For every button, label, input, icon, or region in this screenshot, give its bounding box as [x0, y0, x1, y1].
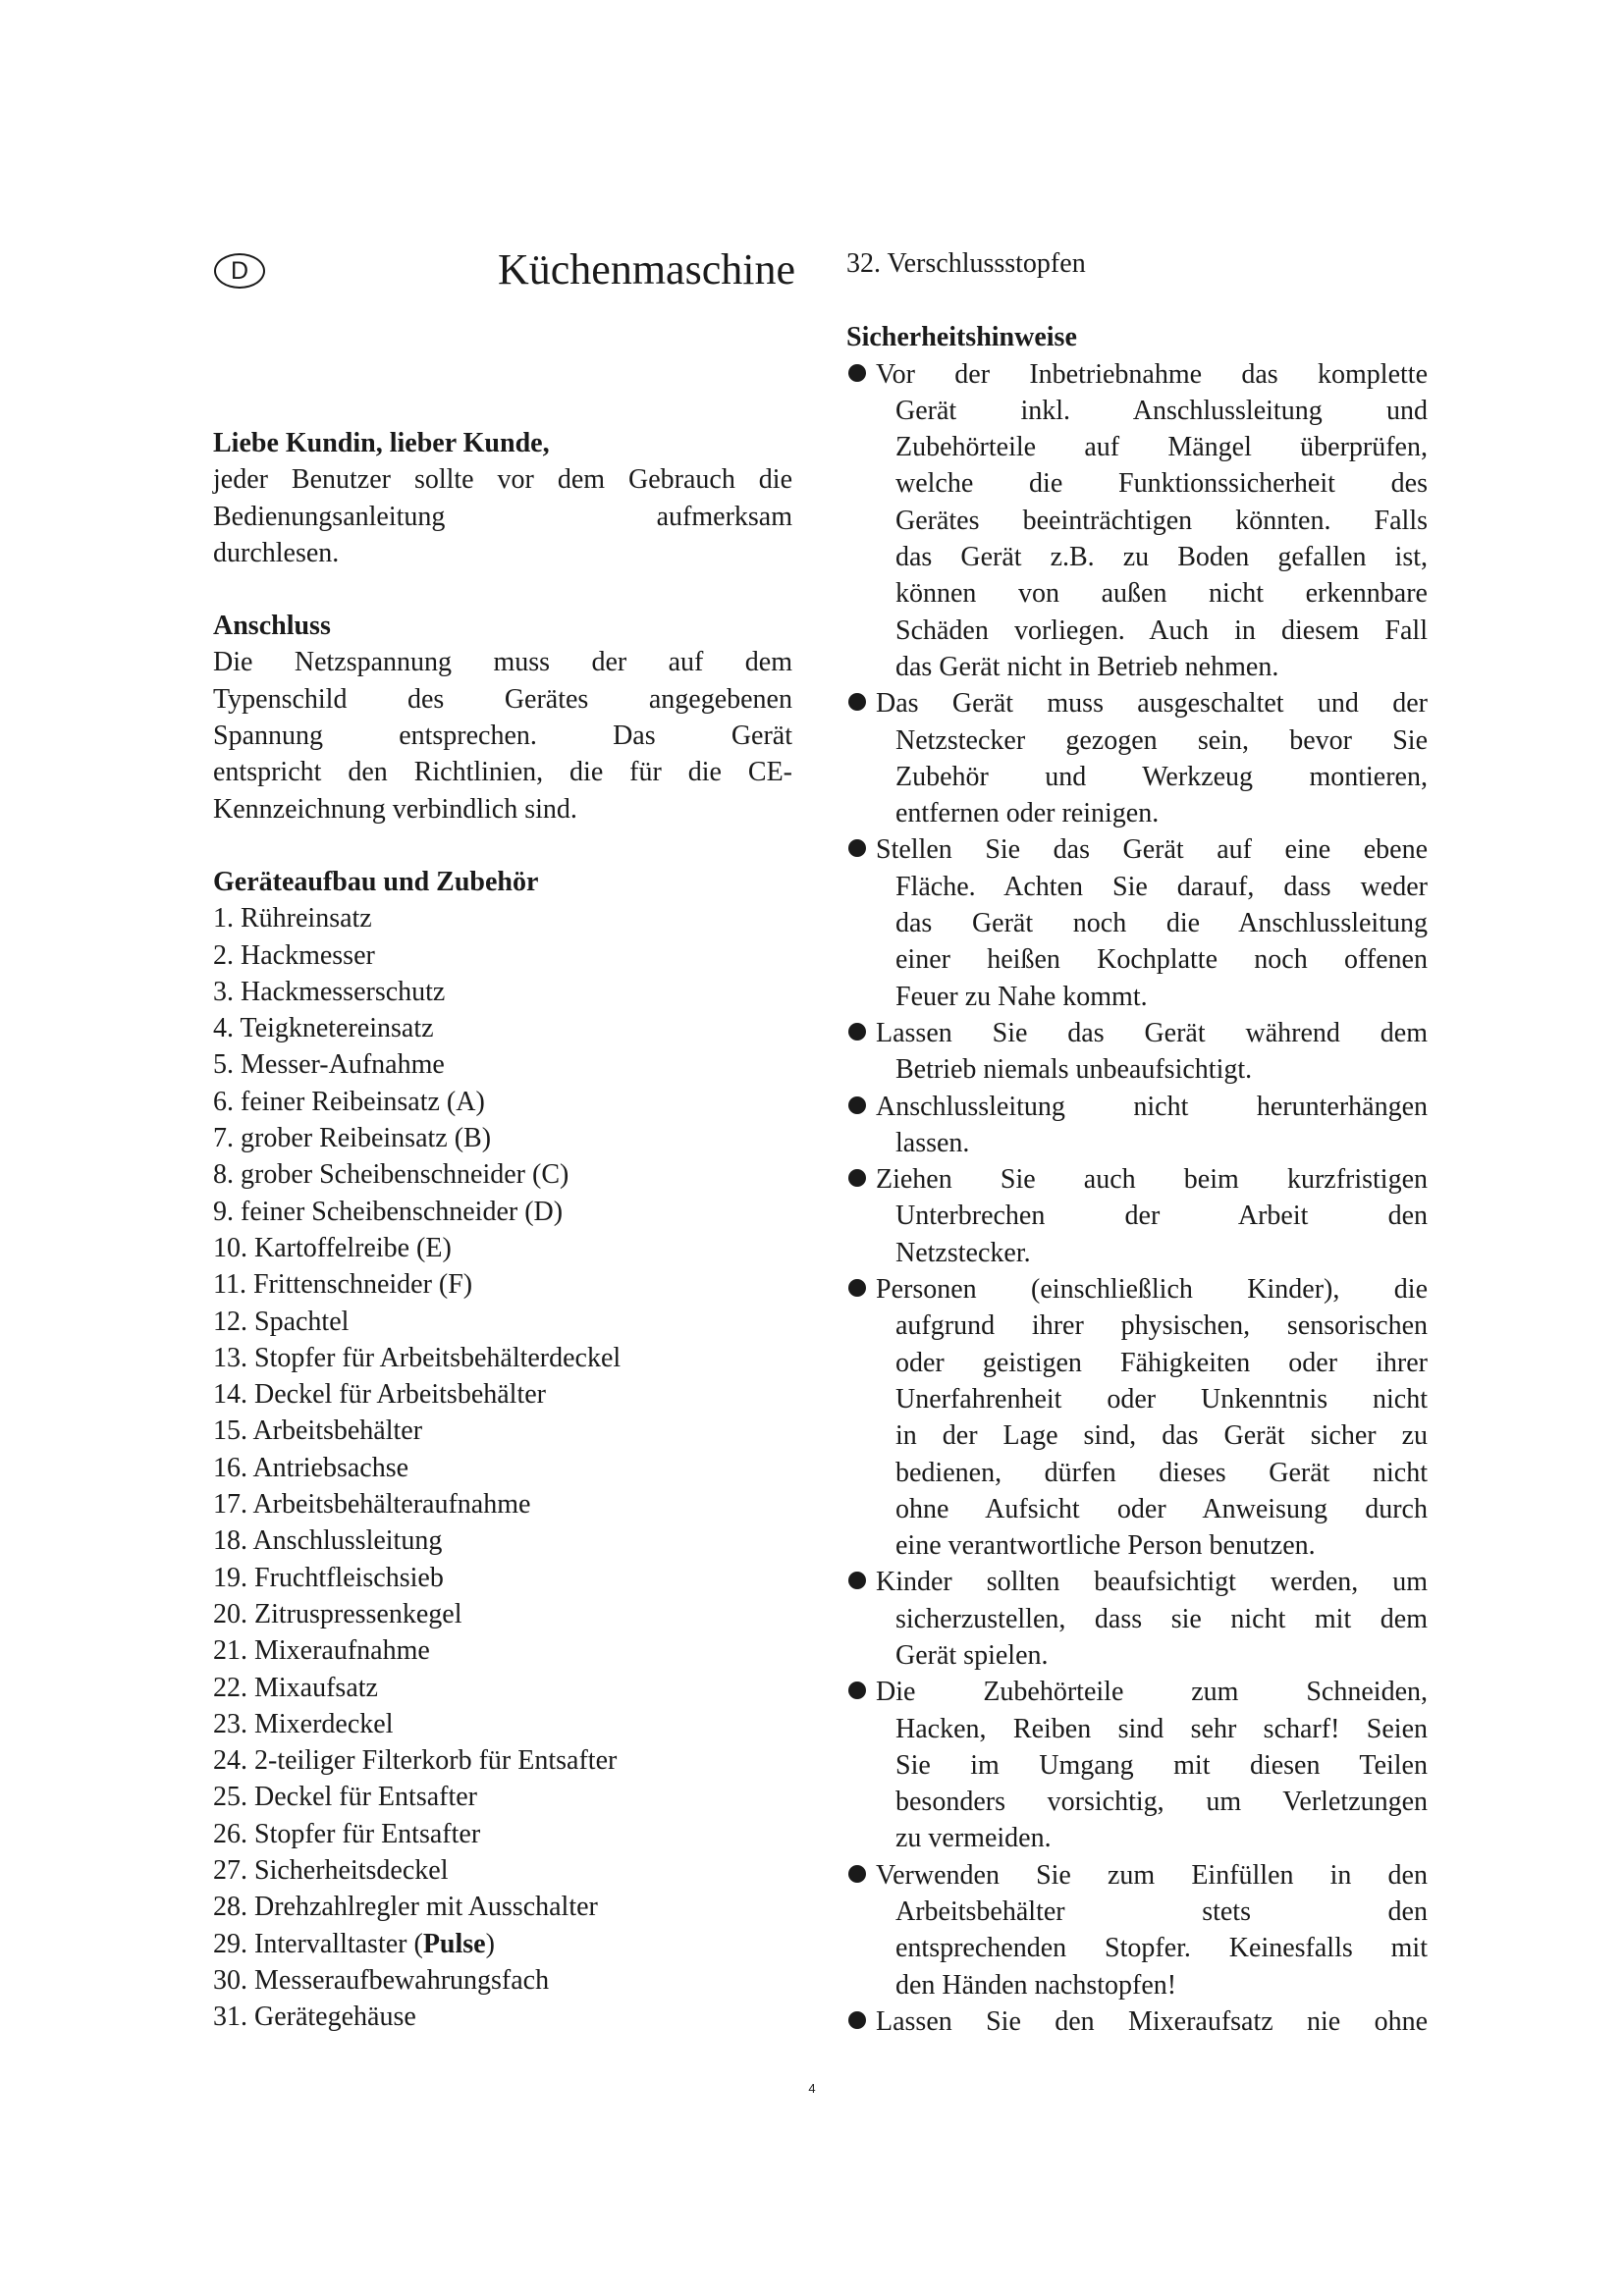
parts-list-item: 14. Deckel für Arbeitsbehälter [213, 1379, 546, 1411]
intro-greeting: Liebe Kundin, lieber Kunde, [213, 428, 550, 458]
parts-list-item: 25. Deckel für Entsafter [213, 1782, 477, 1813]
safety-item-line: den Händen nachstopfen! [895, 1969, 1177, 2001]
safety-item [846, 1564, 1428, 1674]
parts-list-item: 17. Arbeitsbehälteraufnahme [213, 1489, 531, 1521]
bullet-icon [848, 1682, 866, 1699]
safety-item-line: aufgrund ihrer physischen, sensorischen [895, 1310, 1428, 1342]
safety-list [846, 356, 1428, 2041]
safety-item-line: sicherzustellen, dass sie nicht mit dem [895, 1603, 1428, 1634]
bullet-icon [848, 2011, 866, 2029]
connection-line: Spannung entsprechen. Das Gerät [213, 721, 792, 752]
bullet-icon [848, 364, 866, 382]
safety-item [846, 1089, 1428, 1162]
safety-item-line: das Gerät noch die Anschlussleitung [895, 908, 1428, 939]
safety-item-line: entfernen oder reinigen. [895, 798, 1160, 829]
parts-list-item: 24. 2-teiliger Filterkorb für Entsafter [213, 1745, 618, 1777]
parts-list-item: 16. Antriebsachse [213, 1452, 409, 1483]
connection-paragraph [213, 644, 792, 827]
parts-list-item: 13. Stopfer für Arbeitsbehälterdeckel [213, 1342, 622, 1373]
safety-item-line: Netzstecker gezogen sein, bevor Sie [895, 724, 1428, 756]
safety-item-line: Gerät spielen. [895, 1639, 1049, 1671]
parts-list-item: 7. grober Reibeinsatz (B) [213, 1123, 492, 1154]
intro-line: durchlesen. [213, 537, 340, 568]
parts-list-item: 30. Messeraufbewahrungsfach [213, 1964, 550, 1996]
intro-line: Bedienungsanleitung aufmerksam [213, 501, 792, 532]
safety-item-line: Zubehörteile auf Mängel überprüfen, [895, 432, 1428, 463]
safety-item-line: Anschlussleitung nicht herunterhängen [876, 1091, 1428, 1122]
safety-item-line: ohne Aufsicht oder Anweisung durch [895, 1493, 1428, 1524]
connection-line: Kennzeichnung verbindlich sind. [213, 793, 577, 825]
intro-line: jeder Benutzer sollte vor dem Gebrauch die [213, 464, 792, 496]
safety-item-line: Kinder sollten beaufsichtigt werden, um [876, 1567, 1428, 1598]
safety-item [846, 1674, 1428, 1856]
safety-item-line: zu vermeiden. [895, 1823, 1052, 1854]
safety-item-line: das Gerät z.B. zu Boden gefallen ist, [895, 542, 1428, 573]
safety-item-line: Lassen Sie das Gerät während dem [876, 1017, 1428, 1048]
pulse-item-prefix: 29. Intervalltaster ( [213, 1928, 423, 1959]
safety-item-line: Personen (einschließlich Kinder), die [876, 1274, 1428, 1306]
pulse-item-bold: Pulse [422, 1928, 486, 1959]
connection-line: Typenschild des Gerätes angegebenen [213, 683, 792, 715]
parts-list-item: 15. Arbeitsbehälter [213, 1415, 423, 1447]
parts-list-item: 8. grober Scheibenschneider (C) [213, 1159, 569, 1191]
page-number: 4 [808, 2081, 816, 2096]
safety-item [846, 1161, 1428, 1271]
intro-paragraph [213, 461, 792, 571]
safety-item-line: Vor der Inbetriebnahme das komplette [876, 358, 1428, 390]
safety-item-line: bedienen, dürfen dieses Gerät nicht [895, 1457, 1428, 1488]
safety-item-line: Zubehör und Werkzeug montieren, [895, 761, 1428, 792]
left-column [213, 425, 792, 2035]
parts-list-item: 32. Verschlussstopfen [846, 248, 1086, 279]
parts-heading: Geräteaufbau und Zubehör [213, 866, 539, 897]
parts-list-item: 21. Mixeraufnahme [213, 1635, 430, 1667]
bullet-icon [848, 1096, 866, 1114]
safety-item-line: welche die Funktionssicherheit des [895, 468, 1428, 500]
safety-item-line: lassen. [895, 1127, 970, 1158]
safety-item [846, 2003, 1428, 2040]
bullet-icon [848, 839, 866, 857]
safety-item-line: Schäden vorliegen. Auch in diesem Fall [895, 614, 1428, 646]
safety-item [846, 831, 1428, 1014]
safety-item-line: Betrieb niemals unbeaufsichtigt. [895, 1054, 1253, 1086]
safety-item-line: Sie im Umgang mit diesen Teilen [895, 1749, 1428, 1781]
parts-list-item-pulse [213, 1926, 792, 1962]
bullet-icon [848, 1865, 866, 1883]
bullet-icon [848, 1279, 866, 1297]
parts-list-item: 18. Anschlussleitung [213, 1525, 443, 1557]
safety-item-line: Lassen Sie den Mixeraufsatz nie ohne [876, 2005, 1428, 2037]
parts-list-item: 12. Spachtel [213, 1306, 350, 1337]
parts-list-item: 2. Hackmesser [213, 939, 375, 971]
parts-list-item: 28. Drehzahlregler mit Ausschalter [213, 1892, 598, 1923]
parts-list-item: 22. Mixaufsatz [213, 1672, 378, 1703]
bullet-icon [848, 1572, 866, 1589]
safety-item-line: einer heißen Kochplatte noch offenen [895, 944, 1428, 976]
bullet-icon [848, 1023, 866, 1041]
parts-list-item: 23. Mixerdeckel [213, 1708, 394, 1739]
bullet-icon [848, 1169, 866, 1187]
language-badge-label: D [230, 256, 249, 285]
bullet-icon [848, 693, 866, 711]
pulse-item-suffix: ) [485, 1928, 495, 1959]
connection-line: entspricht den Richtlinien, die für die CE- [213, 757, 792, 788]
connection-line: Die Netzspannung muss der auf dem [213, 647, 792, 678]
safety-item-line: eine verantwortliche Person benutzen. [895, 1530, 1316, 1562]
safety-item-line: Gerät inkl. Anschlussleitung und [895, 395, 1428, 426]
safety-item [846, 1015, 1428, 1089]
safety-item-line: Verwenden Sie zum Einfüllen in den [876, 1859, 1428, 1891]
safety-item-line: Arbeitsbehälter stets den [895, 1896, 1428, 1928]
safety-item-line: in der Lage sind, das Gerät sicher zu [895, 1420, 1428, 1452]
parts-list [213, 900, 792, 2035]
parts-list-item: 6. feiner Reibeinsatz (A) [213, 1086, 485, 1117]
safety-item-line: Die Zubehörteile zum Schneiden, [876, 1677, 1428, 1708]
safety-item-line: können von außen nicht erkennbare [895, 578, 1428, 610]
parts-list-item: 31. Gerätegehäuse [213, 2002, 416, 2033]
language-badge [214, 253, 265, 289]
parts-list-item: 5. Messer-Aufnahme [213, 1049, 445, 1081]
safety-item-line: Feuer zu Nahe kommt. [895, 981, 1148, 1012]
parts-list-item: 3. Hackmesserschutz [213, 976, 446, 1007]
safety-item-line: Das Gerät muss ausgeschaltet und der [876, 688, 1428, 720]
parts-list-item: 20. Zitruspressenkegel [213, 1598, 462, 1629]
safety-item [846, 685, 1428, 831]
safety-item-line: das Gerät nicht in Betrieb nehmen. [895, 651, 1279, 682]
safety-item [846, 356, 1428, 686]
safety-item-line: Gerätes beeinträchtigen könnten. Falls [895, 505, 1428, 536]
safety-heading: Sicherheitshinweise [846, 322, 1077, 353]
safety-item-line: Unterbrechen der Arbeit den [895, 1201, 1428, 1232]
parts-list-item: 10. Kartoffelreibe (E) [213, 1232, 452, 1263]
parts-list-item: 1. Rühreinsatz [213, 903, 372, 934]
parts-list-item: 4. Teigknetereinsatz [213, 1013, 434, 1044]
safety-item [846, 1857, 1428, 2003]
parts-list-item: 9. feiner Scheibenschneider (D) [213, 1196, 564, 1227]
parts-list-item: 27. Sicherheitsdeckel [213, 1854, 449, 1886]
safety-item-line: Stellen Sie das Gerät auf eine ebene [876, 834, 1428, 866]
safety-item [846, 1271, 1428, 1564]
right-column [846, 245, 1428, 2040]
safety-item-line: entsprechenden Stopfer. Keinesfalls mit [895, 1933, 1428, 1964]
safety-item-line: Fläche. Achten Sie darauf, dass weder [895, 871, 1428, 902]
safety-item-line: Netzstecker. [895, 1237, 1031, 1268]
parts-list-item: 19. Fruchtfleischsieb [213, 1562, 444, 1593]
safety-item-line: Unerfahrenheit oder Unkenntnis nicht [895, 1383, 1428, 1415]
safety-item-line: Hacken, Reiben sind sehr scharf! Seien [895, 1713, 1428, 1744]
page-title: Küchenmaschine [498, 245, 795, 294]
safety-item-line: Ziehen Sie auch beim kurzfristigen [876, 1164, 1428, 1196]
parts-list-item: 26. Stopfer für Entsafter [213, 1818, 481, 1849]
parts-list-item: 11. Frittenschneider (F) [213, 1269, 473, 1301]
connection-heading: Anschluss [213, 611, 331, 642]
safety-item-line: besonders vorsichtig, um Verletzungen [895, 1787, 1428, 1818]
safety-item-line: oder geistigen Fähigkeiten oder ihrer [895, 1347, 1428, 1378]
